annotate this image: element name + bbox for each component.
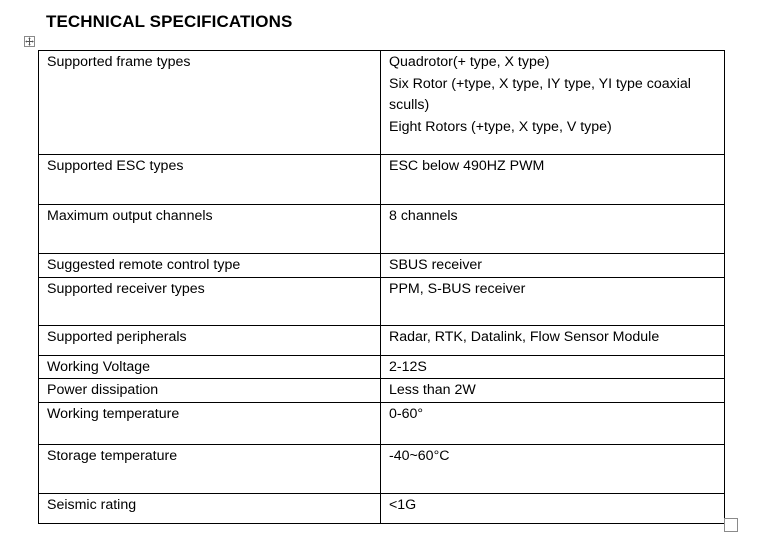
spec-label-cell[interactable] bbox=[39, 155, 381, 205]
document-heading: TECHNICAL SPECIFICATIONS bbox=[46, 12, 293, 31]
table-move-handle-icon[interactable] bbox=[24, 36, 35, 47]
table-row bbox=[39, 277, 725, 325]
table-row bbox=[39, 325, 725, 355]
table-row bbox=[39, 254, 725, 278]
spec-value: 0-60° bbox=[389, 405, 424, 422]
spec-label-cell[interactable] bbox=[39, 355, 381, 379]
spec-value-cell[interactable] bbox=[381, 254, 725, 278]
spec-label: Supported frame types bbox=[47, 54, 191, 70]
spec-value: Radar, RTK, Datalink, Flow Sensor Module bbox=[389, 328, 660, 345]
spec-value-line: Eight Rotors (+type, X type, V type) bbox=[389, 118, 612, 135]
table-row bbox=[39, 444, 725, 493]
spec-value: PPM, S-BUS receiver bbox=[389, 280, 526, 297]
spec-label-cell[interactable] bbox=[39, 51, 381, 155]
spec-label: Storage temperature bbox=[47, 447, 178, 464]
spec-value-cell[interactable] bbox=[381, 277, 725, 325]
spec-label-cell[interactable] bbox=[39, 254, 381, 278]
spec-label: Working Voltage bbox=[47, 358, 151, 375]
spec-value-cell[interactable] bbox=[381, 205, 725, 254]
spec-value: ESC below 490HZ PWM bbox=[389, 158, 545, 174]
spec-value-cell[interactable] bbox=[381, 355, 725, 379]
spec-value-cell[interactable] bbox=[381, 444, 725, 493]
spec-label: Seismic rating bbox=[47, 496, 137, 513]
spec-value-line: Six Rotor (+type, X type, IY type, YI type coaxial sculls) bbox=[389, 75, 691, 113]
table-resize-handle-icon[interactable] bbox=[724, 518, 738, 532]
spec-value: Less than 2W bbox=[389, 382, 476, 398]
spec-value: -40~60°C bbox=[389, 447, 450, 464]
table-row bbox=[39, 493, 725, 523]
spec-label: Working temperature bbox=[47, 405, 180, 422]
spec-label-cell[interactable] bbox=[39, 493, 381, 523]
spec-label: Supported peripherals bbox=[47, 328, 187, 345]
spec-value-cell[interactable] bbox=[381, 402, 725, 444]
spec-label-cell[interactable] bbox=[39, 444, 381, 493]
spec-value: 8 channels bbox=[389, 208, 458, 224]
table-row bbox=[39, 402, 725, 444]
spec-label: Supported ESC types bbox=[47, 158, 184, 174]
spec-value-cell[interactable] bbox=[381, 51, 725, 155]
spec-label: Maximum output channels bbox=[47, 208, 213, 224]
spec-value-cell[interactable] bbox=[381, 493, 725, 523]
spec-label-cell[interactable] bbox=[39, 205, 381, 254]
spec-value: 2-12S bbox=[389, 358, 427, 375]
spec-label: Supported receiver types bbox=[47, 280, 205, 297]
four-arrow-move-icon bbox=[25, 37, 34, 46]
table-row bbox=[39, 379, 725, 403]
spec-value: SBUS receiver bbox=[389, 257, 483, 273]
spec-label-cell[interactable] bbox=[39, 379, 381, 403]
spec-label: Power dissipation bbox=[47, 382, 159, 398]
specifications-table bbox=[38, 50, 725, 524]
table-row bbox=[39, 205, 725, 254]
table-row bbox=[39, 355, 725, 379]
spec-label: Suggested remote control type bbox=[47, 257, 241, 273]
spec-value-cell[interactable] bbox=[381, 379, 725, 403]
table-row bbox=[39, 51, 725, 155]
spec-value-line: Quadrotor(+ type, X type) bbox=[389, 54, 550, 70]
spec-value-cell[interactable] bbox=[381, 155, 725, 205]
spec-value-cell[interactable] bbox=[381, 325, 725, 355]
spec-label-cell[interactable] bbox=[39, 277, 381, 325]
spec-label-cell[interactable] bbox=[39, 402, 381, 444]
table-row bbox=[39, 155, 725, 205]
spec-label-cell[interactable] bbox=[39, 325, 381, 355]
spec-value: <1G bbox=[389, 496, 417, 513]
